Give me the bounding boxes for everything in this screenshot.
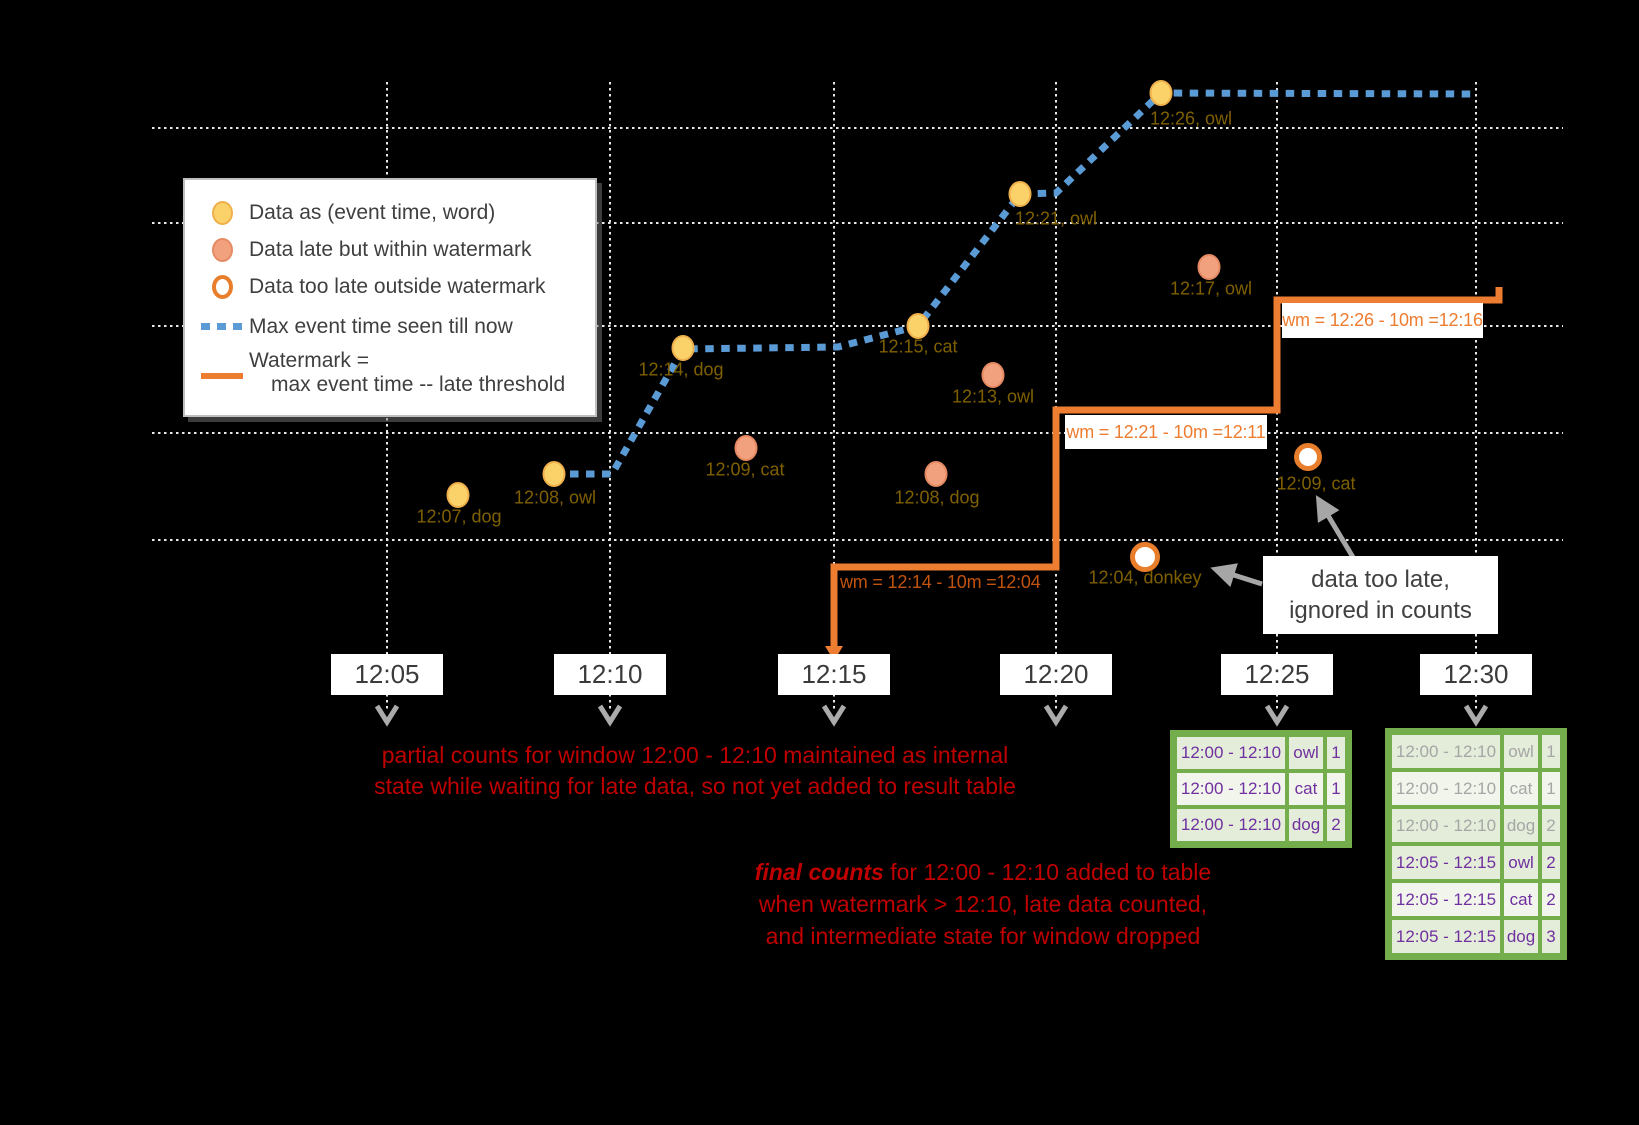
point-1213-owl-late [983,363,1004,387]
time-tick-1230: 12:30 [1420,654,1532,695]
word-cell: cat [1289,773,1323,805]
time-tick-1225: 12:25 [1221,654,1333,695]
legend-label: Max event time seen till now [249,314,513,338]
word-cell: cat [1504,883,1538,916]
arrow-to-late-cat-point [1320,502,1354,559]
partial-counts-note [330,740,1060,802]
legend [183,178,597,417]
window-cell: 12:00 - 12:10 [1177,737,1285,769]
count-cell: 2 [1542,846,1560,879]
word-cell: owl [1504,846,1538,879]
legend-label: Data as (event time, word) [249,200,496,224]
point-1209-cat-late [736,436,757,460]
final-counts-line3: and intermediate state for window dropped [765,923,1201,949]
solid-line-icon [201,373,243,379]
word-cell: cat [1504,772,1538,805]
word-cell: owl [1504,735,1538,768]
legend-label [249,349,565,397]
watermark-value-1: wm = 12:14 - 10m =12:04 [840,572,1041,592]
window-cell: 12:00 - 12:10 [1392,735,1500,768]
window-cell: 12:05 - 12:15 [1392,846,1500,879]
point-label: 12:17, owl [1169,278,1253,299]
point-label: 12:09, cat [705,459,785,480]
count-cell: 1 [1327,773,1345,805]
point-label: 12:26, owl [1149,108,1233,129]
point-1215-cat [908,314,929,338]
timeline-arrowheads [377,706,1486,722]
too-late-callout [1263,556,1498,634]
watermark-legend-line2: max event time -- late threshold [271,373,566,396]
count-cell: 3 [1542,920,1560,953]
time-tick-1215: 12:15 [778,654,890,695]
point-1204-donkey-toolate [1133,545,1158,570]
count-cell: 1 [1542,735,1560,768]
point-label: 12:14, dog [638,359,724,380]
window-cell: 12:00 - 12:10 [1177,773,1285,805]
point-label: 12:08, owl [513,487,597,508]
max-event-time-line [554,93,1477,474]
point-1208-dog-late [926,462,947,486]
window-cell: 12:05 - 12:15 [1392,920,1500,953]
point-label: 12:09, cat [1276,473,1356,494]
final-counts-line1: for 12:00 - 12:10 added to table [883,859,1212,885]
final-counts-note [700,856,1266,952]
window-cell: 12:00 - 12:10 [1177,809,1285,841]
legend-item-on-time [185,194,595,231]
legend-item-max-event-time [185,308,595,345]
point-label: 12:15, cat [878,336,958,357]
callout-line2: ignored in counts [1289,597,1472,624]
window-cell: 12:00 - 12:10 [1392,772,1500,805]
window-cell: 12:00 - 12:10 [1392,809,1500,842]
word-cell: owl [1289,737,1323,769]
dashed-line-icon [201,323,243,330]
point-1209-cat-toolate [1297,446,1320,469]
word-cell: dog [1504,809,1538,842]
point-1208-owl [544,462,565,486]
legend-item-late [185,231,595,268]
point-label: 12:07, dog [416,506,502,527]
late-points [736,255,1220,486]
point-label: 12:04, donkey [1088,567,1202,588]
count-cell: 2 [1327,809,1345,841]
time-tick-1210: 12:10 [554,654,666,695]
point-label: 12:08, dog [894,487,980,508]
result-table-1225 [1170,730,1352,848]
too-late-point-icon [201,275,243,299]
legend-item-too-late [185,268,595,305]
partial-counts-line2: state while waiting for late data, so not yet added to result table [374,773,1016,799]
point-label: 12:13, owl [951,386,1035,407]
point-1207-dog [448,483,469,507]
callout-line1: data too late, [1311,566,1450,593]
word-cell: dog [1504,920,1538,953]
point-1214-dog [673,336,694,360]
point-1217-owl-late [1199,255,1220,279]
on-time-point-icon [201,201,243,225]
final-counts-emphasis: final counts [754,859,884,885]
time-tick-1220: 12:20 [1000,654,1112,695]
count-cell: 2 [1542,883,1560,916]
point-label: 12:21, owl [1014,208,1098,229]
partial-counts-line1: partial counts for window 12:00 - 12:10 maintained as internal [381,742,1009,768]
watermark-legend-line1: Watermark = [249,349,369,372]
late-point-icon [201,238,243,262]
legend-label: Data late but within watermark [249,237,532,261]
count-cell: 1 [1542,772,1560,805]
final-counts-line2: when watermark > 12:10, late data counted, [758,891,1208,917]
watermark-value-3: wm = 12:26 - 10m =12:16 [1282,303,1483,338]
watermark-value-2: wm = 12:21 - 10m =12:11 [1065,415,1267,449]
word-cell: dog [1289,809,1323,841]
arrow-to-donkey-point [1218,570,1262,584]
count-cell: 1 [1327,737,1345,769]
result-table-1230 [1385,728,1567,960]
legend-item-watermark [185,349,595,397]
legend-label: Data too late outside watermark [249,274,546,298]
count-cell: 2 [1542,809,1560,842]
too-late-points [1133,446,1320,570]
time-tick-1205: 12:05 [331,654,443,695]
window-cell: 12:05 - 12:15 [1392,883,1500,916]
point-1221-owl [1010,182,1031,206]
point-1226-owl [1151,81,1172,105]
